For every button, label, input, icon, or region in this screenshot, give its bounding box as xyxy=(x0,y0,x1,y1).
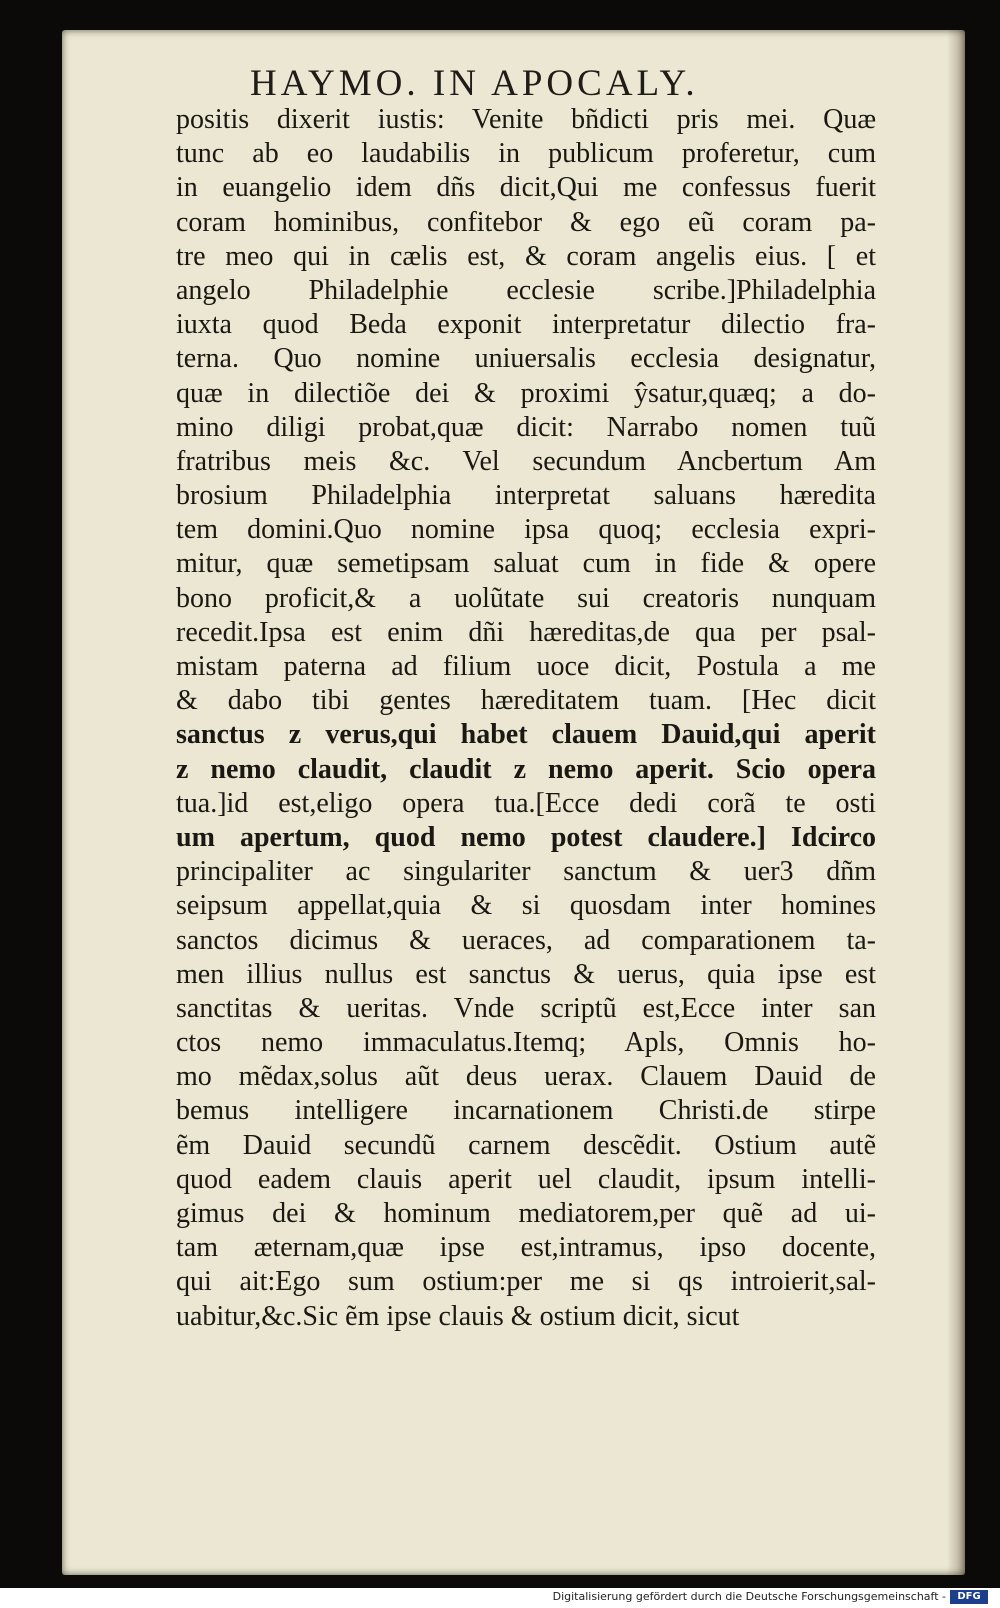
text-line: sanctos dicimus & ueraces, ad comparationem ta- xyxy=(176,924,876,956)
text-line: uabitur,&c.Sic ẽm ipse clauis & ostium dicit, sicut xyxy=(176,1300,740,1332)
text-line: tunc ab eo laudabilis in publicum proferetur, cum xyxy=(176,138,876,170)
text-line: angelo Philadelphie ecclesie scribe.]Philadelphia xyxy=(176,274,876,306)
text-line: mistam paterna ad filium uoce dicit, Postula a me xyxy=(176,651,876,682)
text-line: z nemo claudit, claudit z nemo aperit. Scio opera xyxy=(176,753,876,785)
text-line: & dabo tibi gentes hæreditatem tuam. [Hec dicit xyxy=(176,685,876,717)
text-line: coram hominibus, confitebor & ego eũ coram pa- xyxy=(176,206,876,238)
text-line: iuxta quod Beda exponit interpretatur dilectio fra- xyxy=(176,309,876,341)
text-line: ẽm Dauid secundũ carnem descẽdit. Ostium autẽ xyxy=(176,1129,876,1161)
text-line: sanctus z verus,qui habet clauem Dauid,qui aperit xyxy=(176,719,876,751)
text-line: quæ in dilectiõe dei & proximi ŷsatur,quæq; a do- xyxy=(176,377,876,409)
text-line: ctos nemo immaculatus.Itemq; Apls, Omnis ho- xyxy=(176,1027,876,1059)
text-line: seipsum appellat,quia & si quosdam inter homines xyxy=(176,890,876,922)
page-edge-shadow xyxy=(947,30,965,1575)
text-line: mino diligi probat,quæ dicit: Narrabo nomen tuũ xyxy=(176,411,876,443)
text-line: quod eadem clauis aperit uel claudit, ipsum intelli- xyxy=(176,1163,876,1195)
body-text-block xyxy=(176,103,876,1334)
text-line: bemus intelligere incarnationem Christi.de stirpe xyxy=(176,1095,876,1127)
text-line: brosium Philadelphia interpretat saluans hæredita xyxy=(176,480,876,512)
running-head: HAYMO. IN APOCALY. xyxy=(250,63,699,104)
text-line: men illius nullus est sanctus & uerus, quia ipse est xyxy=(176,958,876,990)
dfg-logo: DFG xyxy=(950,1590,988,1604)
text-line: tam æternam,quæ ipse est,intramus, ipso docente, xyxy=(176,1232,876,1264)
text-line: bono proficit,& a uolũtate sui creatoris nunquam xyxy=(176,582,876,614)
text-line: mo mẽdax,solus aũt deus uerax. Clauem Dauid de xyxy=(176,1061,876,1093)
text-line: sanctitas & ueritas. Vnde scriptũ est,Ecce inter san xyxy=(176,992,876,1024)
text-line: mitur, quæ semetipsam saluat cum in fide & opere xyxy=(176,548,876,580)
text-line: terna. Quo nomine uniuersalis ecclesia designatur, xyxy=(176,343,876,375)
text-line: recedit.Ipsa est enim dñi hæreditas,de qua per psal- xyxy=(176,616,876,648)
text-line: principaliter ac singulariter sanctum & uer3 dñm xyxy=(176,856,876,888)
text-line: tem domini.Quo nomine ipsa quoq; ecclesia expri- xyxy=(176,514,876,546)
text-line: tre meo qui in cælis est, & coram angelis eius. [ et xyxy=(176,240,876,272)
text-line: tua.]id est,eligo opera tua.[Ecce dedi corã te osti xyxy=(176,787,876,819)
text-line: um apertum, quod nemo potest claudere.] Idcirco xyxy=(176,821,876,853)
text-line: fratribus meis &c. Vel secundum Ancbertum Am xyxy=(176,445,876,477)
text-line: in euangelio idem dñs dicit,Qui me confessus fuerit xyxy=(176,172,876,204)
text-line: gimus dei & hominum mediatorem,per quẽ ad ui- xyxy=(176,1198,876,1229)
text-line: positis dixerit iustis: Venite bñdicti pris mei. Quæ xyxy=(176,104,876,135)
text-line: qui ait:Ego sum ostium:per me si qs introierit,sal- xyxy=(176,1266,876,1298)
footer-credit: Digitalisierung gefördert durch die Deutsche Forschungsgemeinschaft - xyxy=(552,1590,946,1603)
